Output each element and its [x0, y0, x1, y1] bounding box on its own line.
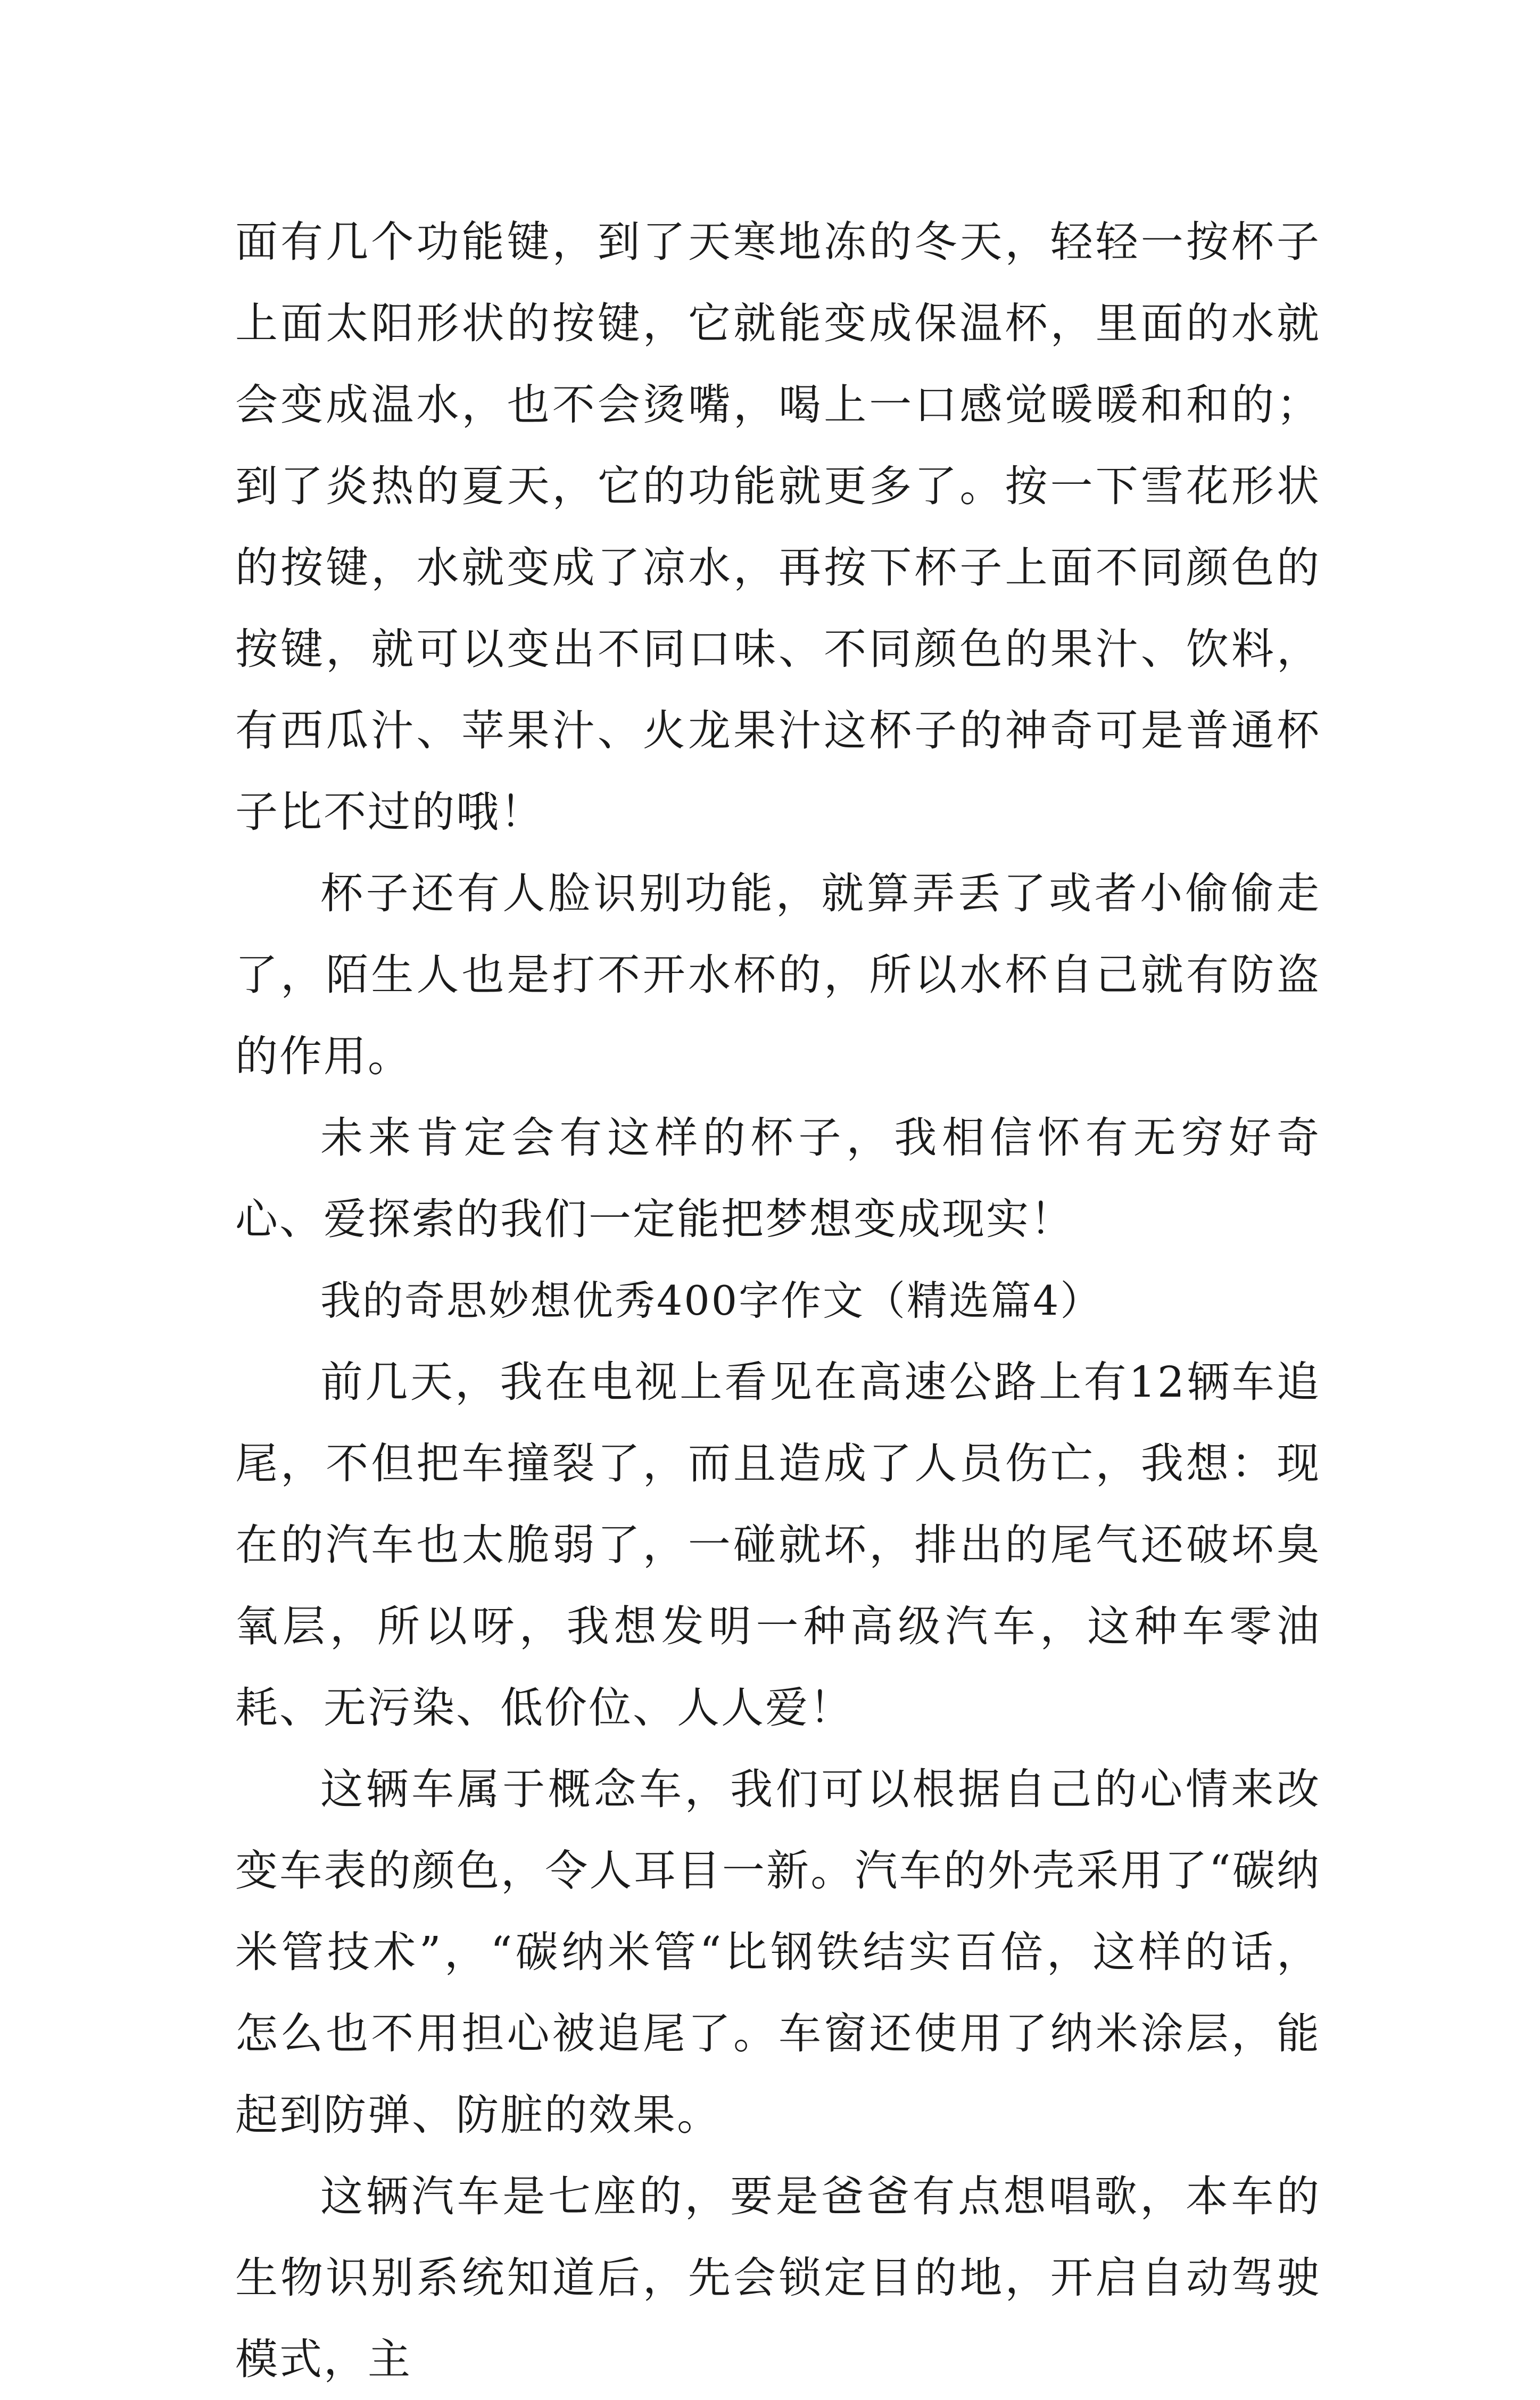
- paragraph-concept-car: 这辆车属于概念车，我们可以根据自己的心情来改变车表的颜色，令人耳目一新。汽车的外壳采用了“碳纳米管技术”，“碳纳米管“比钢铁结实百倍，这样的话，怎么也不用担心被追尾了。车窗还使用了纳米涂层，能起到防弹、防脏的效果。: [235, 1764, 1321, 2140]
- essay-heading: 我的奇思妙想优秀400字作文（精选篇4）: [320, 1277, 1103, 1324]
- paragraph-continuation: 面有几个功能键，到了天寒地冻的冬天，轻轻一按杯子上面太阳形状的按键，它就能变成保温杯，里面的水就会变成温水，也不会烫嘴，喝上一口感觉暖暖和和的；到了炎热的夏天，它的功能就更多了。按一下雪花形状的按键，水就变成了凉水，再按下杯子上面不同颜色的按键，就可以变出不同口味、不同颜色的果汁、饮料，有西瓜汁、苹果汁、火龙果汁这杯子的神奇可是普通杯子比不过的哦！: [235, 217, 1321, 837]
- document-body: [235, 201, 1321, 2400]
- paragraph-seven-seat: 这辆汽车是七座的，要是爸爸有点想唱歌，本车的生物识别系统知道后，先会锁定目的地，开启自动驾驶模式，主: [235, 2172, 1321, 2384]
- paragraph-car-crash: 前几天，我在电视上看见在高速公路上有12辆车追尾，不但把车撞裂了，而且造成了人员伤亡，我想：现在的汽车也太脆弱了，一碰就坏，排出的尾气还破坏臭氧层，所以呀，我想发明一种高级汽车，这种车零油耗、无污染、低价位、人人爱！: [235, 1357, 1321, 1733]
- paragraph-face-recognition: 杯子还有人脸识别功能，就算弄丢了或者小偷偷走了，陌生人也是打不开水杯的，所以水杯自己就有防盗的作用。: [235, 869, 1321, 1081]
- paragraph-future-cup: 未来肯定会有这样的杯子，我相信怀有无穷好奇心、爱探索的我们一定能把梦想变成现实！: [235, 1113, 1321, 1244]
